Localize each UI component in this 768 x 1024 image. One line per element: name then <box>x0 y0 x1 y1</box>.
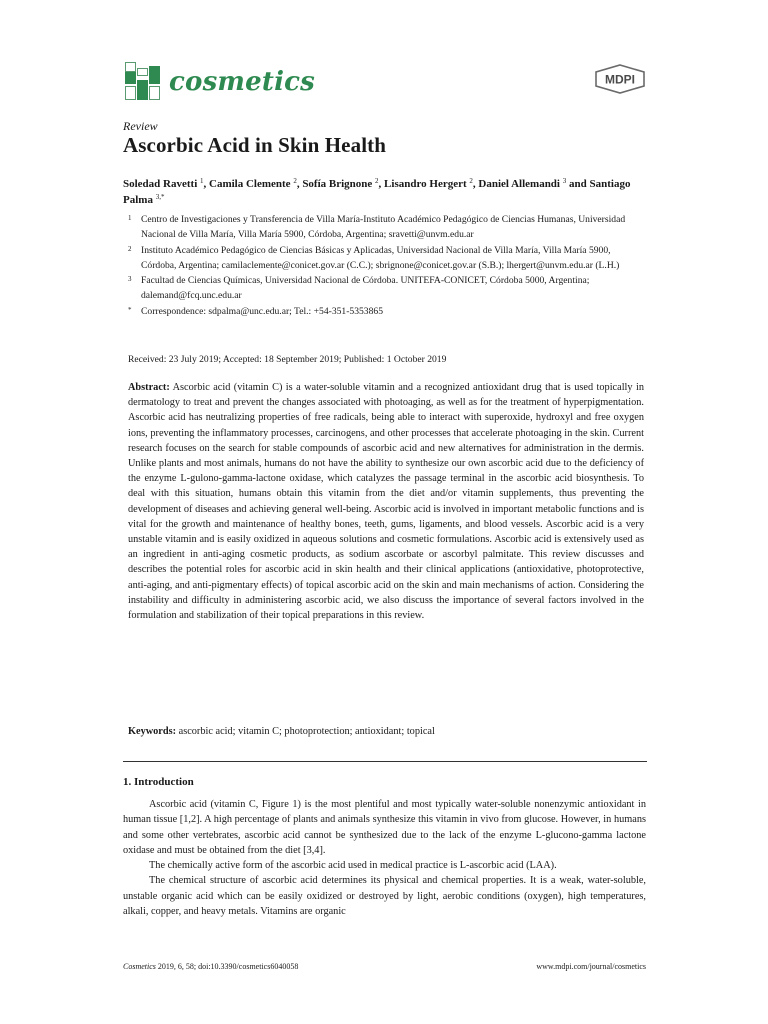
keywords-label: Keywords: <box>128 726 177 737</box>
section-heading: 1. Introduction <box>123 776 194 788</box>
author-name[interactable]: Lisandro Hergert <box>384 178 467 190</box>
publication-dates: Received: 23 July 2019; Accepted: 18 September 2019; Published: 1 October 2019 <box>128 354 447 365</box>
author-list <box>123 176 643 208</box>
affiliation-list <box>128 212 643 319</box>
journal-name: cosmetics <box>169 67 316 97</box>
body-paragraph: The chemical structure of ascorbic acid determines its physical and chemical properties. It is a weak, water-soluble, unstable organic acid which can be easily oxidized or destroyed by light, aerobic conditions (oxygen), high temperatures, alkali, copper, and heavy metals. Vitamins are organic <box>123 875 646 918</box>
article-type: Review <box>123 119 158 133</box>
author-separator: and <box>566 178 590 190</box>
footer-citation: 2019, 6, 58; doi:10.3390/cosmetics6040058 <box>157 962 299 971</box>
author-affiliation-mark: 2 <box>293 177 297 185</box>
journal-url[interactable]: www.mdpi.com/journal/cosmetics <box>536 962 646 971</box>
affiliation-item <box>128 212 643 243</box>
article-title: Ascorbic Acid in Skin Health <box>123 133 387 157</box>
affiliation-mark: 2 <box>128 244 132 253</box>
publisher-name: MDPI <box>605 72 635 87</box>
affiliation-text: Facultad de Ciencias Químicas, Universidad Nacional de Córdoba. UNITEFA-CONICET, Córdoba 5000, Argentina; dalemand@fcq.unc.edu.ar <box>141 275 590 302</box>
abstract-label: Abstract: <box>128 382 170 393</box>
author-affiliation-mark: 3 <box>562 177 567 185</box>
affiliation-text: Correspondence: sdpalma@unc.edu.ar; Tel.: +54-351-5353865 <box>141 305 383 317</box>
body-paragraph: Ascorbic acid (vitamin C, Figure 1) is the most plentiful and most typically water-soluble nonenzymic antioxidant in human tissue [1,2]. A high percentage of plants and animals synthesize this vitamin in vivo from glucose. However, in humans and some other vertebrates, ascorbic acid cannot be synthesized due to the lack of the enzyme L-glucono-gamma lactone oxidase and must be obtained from the diet [3,4]. <box>123 799 646 856</box>
author-affiliation-mark: 1 <box>200 177 204 185</box>
author-affiliation-mark: 3,* <box>155 193 165 201</box>
abstract-text: Ascorbic acid (vitamin C) is a water-soluble vitamin and a recognized antioxidant drug that is used topically in dermatology to treat and prevent the changes associated with photoaging, as well as for the treatment of hyperpigmentation. Ascorbic acid has neutralizing properties of free radicals, being able to interact with superoxide, hydroxyl and free oxygen ions, preventing the inflammatory processes, carcinogens, and other processes that accelerate photoaging in the skin. Current research focuses on the search for stable compounds of ascorbic acid and new alternatives for administration in the dermis. Unlike plants and most animals, humans do not have the ability to synthesize our own ascorbic acid due to the deficiency of the enzyme L-gulono-gamma-lactone oxidase, which catalyzes the passage terminal in the ascorbic acid biosynthesis. To deal with this situation, humans obtain this vitamin from the diet and/or vitamin supplements, thus preventing the development of diseases and achieving general well-being. Ascorbic acid is involved in important metabolic functions and is vital for the growth and maintenance of healthy bones, teeth, gums, ligaments, and blood vessels. Ascorbic acid is a very unstable vitamin and is easily oxidized in aqueous solutions and cosmetic formulations. Ascorbic acid is extensively used as an ingredient in anti-aging cosmetic products, as sodium ascorbate or ascorbyl palmitate. This review discusses and describes the potential roles for ascorbic acid in skin health and their clinical applications (antioxidative, photoprotective, anti-aging, and anti-pigmentary effects) of topical ascorbic acid on the skin and main mechanisms of action. Considering the instability and difficulty in administering ascorbic acid, we also discuss the importance of several factors involved in the formulation and stabilization of their topical preparations in this review. <box>128 382 644 622</box>
affiliation-text: Centro de Investigaciones y Transferencia de Villa María-Instituto Académico Pedagógico de Ciencias Humanas, Universidad Nacional de Villa María, Villa María 5900, Córdoba, Argentina; sravetti@unvm.edu.ar <box>141 214 626 241</box>
section-divider <box>123 761 647 762</box>
author-name[interactable]: Camila Clemente <box>209 178 291 190</box>
author-affiliation-mark: 2 <box>469 177 473 185</box>
keywords-text: ascorbic acid; vitamin C; photoprotection; antioxidant; topical <box>178 726 435 737</box>
affiliation-text: Instituto Académico Pedagógico de Ciencias Básicas y Aplicadas, Universidad Nacional de Villa María, Villa María 5900, Córdoba, Argentina; camilaclemente@conicet.gov.ar (C.C.); sbrignone@conicet.gov.ar (S.B.); lhergert@unvm.edu.ar (L.H.) <box>141 244 620 271</box>
affiliation-item <box>128 273 643 304</box>
affiliation-mark: * <box>128 305 132 314</box>
author-name[interactable]: Daniel Allemandi <box>478 178 560 190</box>
footer-journal: Cosmetics <box>123 962 156 971</box>
publisher-logo[interactable] <box>594 64 646 94</box>
keywords <box>128 726 644 737</box>
abstract <box>128 380 644 623</box>
journal-logo-icon <box>123 60 163 104</box>
citation-footer <box>123 962 298 971</box>
author-separator: , <box>472 178 479 190</box>
affiliation-item <box>128 243 643 274</box>
body-text <box>123 797 646 919</box>
author-affiliation-mark: 2 <box>375 177 379 185</box>
author-separator: , <box>296 178 303 190</box>
affiliation-mark: 1 <box>128 214 132 222</box>
author-name[interactable]: Sofía Brignone <box>302 178 373 190</box>
journal-logo[interactable] <box>123 60 315 104</box>
affiliation-item <box>128 304 643 319</box>
author-separator: , <box>203 178 209 190</box>
author-name[interactable]: Soledad Ravetti <box>123 178 198 190</box>
affiliation-mark: 3 <box>128 275 132 284</box>
author-separator: , <box>378 178 385 190</box>
body-paragraph: The chemically active form of the ascorbic acid used in medical practice is L-ascorbic acid (LAA). <box>149 860 557 872</box>
author-name[interactable]: Santiago Palma <box>123 178 631 206</box>
